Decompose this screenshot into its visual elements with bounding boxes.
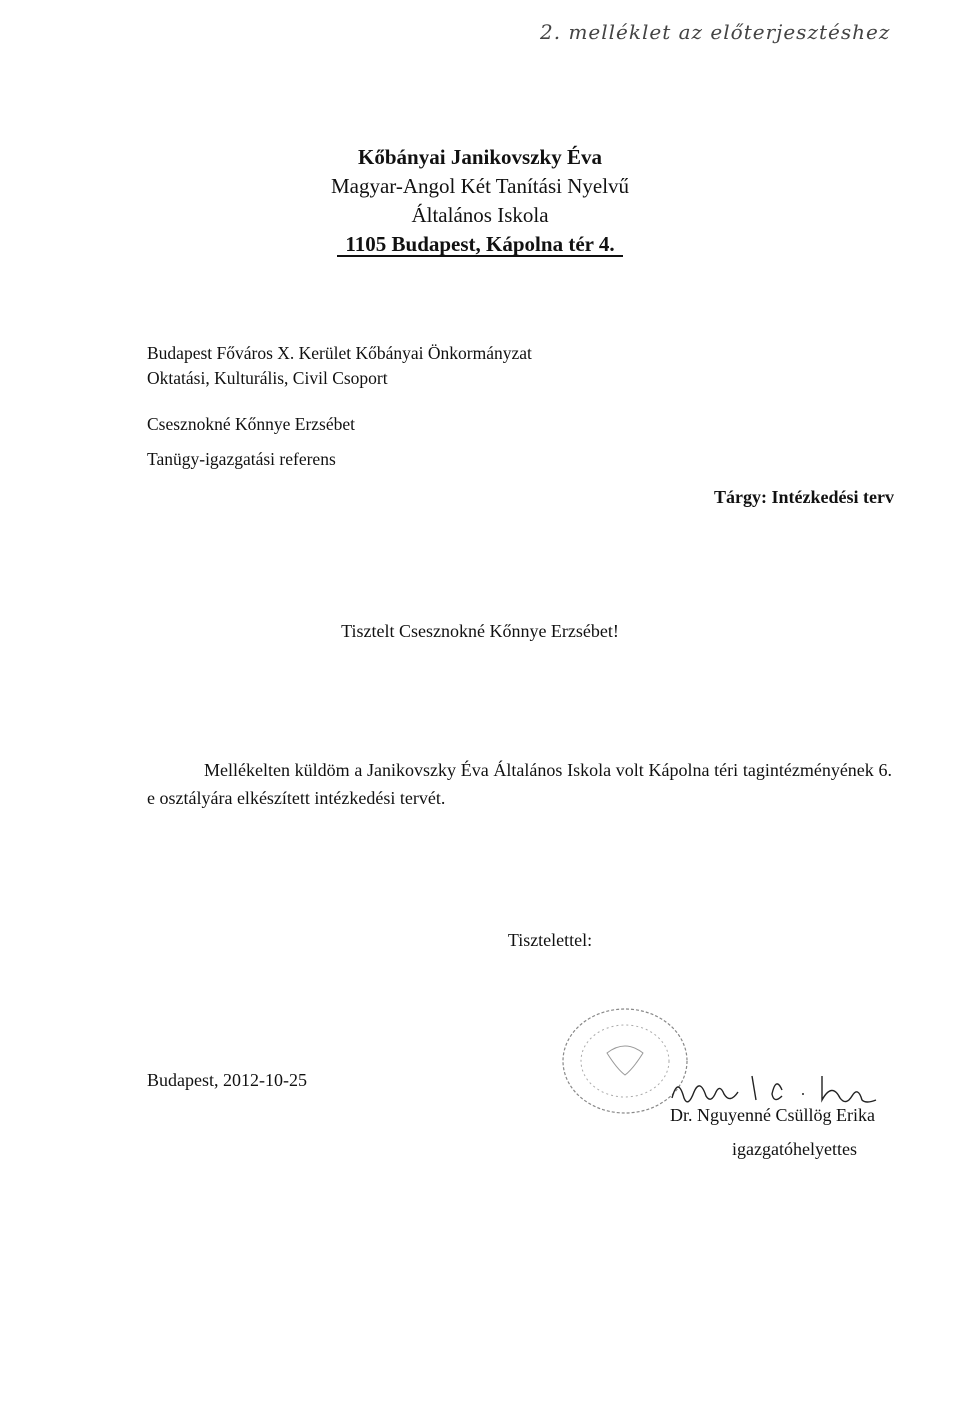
school-name-line3: Általános Iskola — [411, 203, 549, 227]
letter-body: Mellékelten küldöm a Janikovszky Éva Általános Iskola volt Kápolna téri tagintézményének 6. e osztályára elkészített intézkedési tervét. — [147, 760, 892, 808]
handwritten-annotation: 2. melléklet az előterjesztéshez — [540, 20, 891, 44]
school-name-line2: Magyar-Angol Két Tanítási Nyelvű — [330, 174, 630, 198]
recipient-org-line2: Oktatási, Kulturális, Civil Csoport — [147, 368, 388, 388]
letter-subject: Tárgy: Intézkedési terv — [714, 487, 894, 507]
recipient-name: Csesznokné Kőnnye Erzsébet — [147, 414, 355, 434]
signer-name: Dr. Nguyenné Csüllög Erika — [670, 1105, 875, 1125]
salutation: Tisztelt Csesznokné Kőnnye Erzsébet! — [341, 621, 619, 641]
closing: Tisztelettel: — [507, 930, 593, 950]
recipient-role: Tanügy-igazgatási referens — [147, 449, 336, 469]
school-letterhead — [0, 143, 960, 259]
school-address: 1105 Budapest, Kápolna tér 4. — [337, 233, 622, 257]
letter-date: Budapest, 2012-10-25 — [147, 1070, 307, 1090]
recipient-org-line1: Budapest Főváros X. Kerület Kőbányai Önkormányzat — [147, 343, 532, 363]
handwritten-signature — [662, 1068, 902, 1110]
signer-title: igazgatóhelyettes — [732, 1139, 857, 1159]
school-name: Kőbányai Janikovszky Éva — [358, 145, 602, 169]
